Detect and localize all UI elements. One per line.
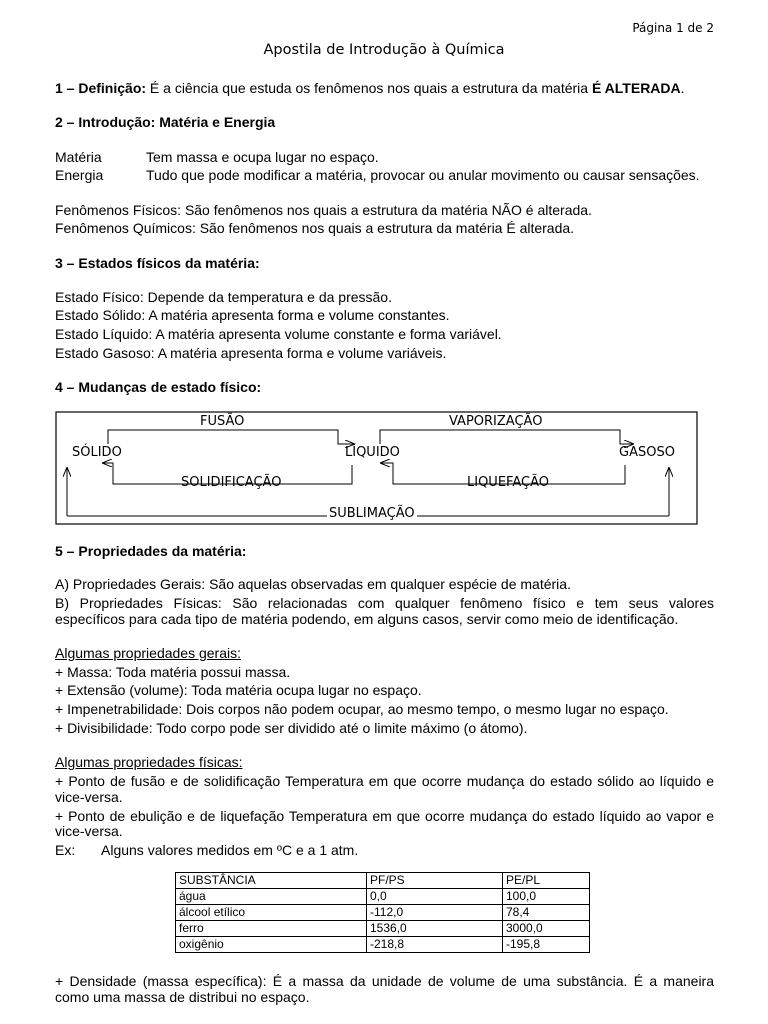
estado-fisico: Estado Físico: Depende da temperatura e da pressão. (55, 289, 392, 305)
table-cell: -218,8 (367, 937, 503, 953)
ponto-fusao-2: vice-versa. (55, 789, 123, 805)
definition-end: . (680, 80, 685, 96)
label-gasoso: GASOSO (619, 445, 675, 460)
table-cell: 78,4 (503, 905, 590, 921)
label-sublimacao: SUBLIMAÇÃO (329, 506, 415, 521)
section-5-heading: 5 – Propriedades da matéria: (55, 543, 247, 559)
table-cell: água (176, 889, 367, 905)
prop-extensao: + Extensão (volume): Toda matéria ocupa lugar no espaço. (55, 682, 422, 698)
densidade-1: + Densidade (massa específica): É a massa da unidade de volume de uma substância. É a maneira (55, 973, 714, 989)
table-cell: 3000,0 (503, 921, 590, 937)
estado-liquido: Estado Líquido: A matéria apresenta volume constante e forma variável. (55, 326, 502, 342)
fenomenos-quimicos: Fenômenos Químicos: São fenômenos nos quais a estrutura da matéria É alterada. (55, 220, 575, 236)
fisicas-title: Algumas propriedades físicas: (55, 754, 243, 770)
prop-divisibilidade: + Divisibilidade: Todo corpo pode ser dividido até o limite máximo (o átomo). (55, 720, 528, 736)
properties-table (175, 872, 590, 953)
table-header: SUBSTÂNCIA (176, 873, 367, 889)
fenomenos-fisicos: Fenômenos Físicos: São fenômenos nos quais a estrutura da matéria NÃO é alterada. (55, 202, 592, 218)
table-row (176, 921, 590, 937)
table-cell: álcool etílico (176, 905, 367, 921)
table-header: PF/PS (367, 873, 503, 889)
section-3-heading: 3 – Estados físicos da matéria: (55, 255, 260, 271)
definition-line (55, 80, 685, 97)
term-energia: Energia (55, 167, 104, 183)
propriedades-gerais-def: A) Propriedades Gerais: São aquelas observadas em qualquer espécie de matéria. (55, 576, 571, 592)
desc-materia: Tem massa e ocupa lugar no espaço. (146, 149, 379, 165)
table-cell: 100,0 (503, 889, 590, 905)
ponto-ebulicao-2: vice-versa. (55, 823, 123, 839)
label-liquefacao: LIQUEFAÇÃO (467, 475, 549, 490)
term-materia: Matéria (55, 149, 102, 165)
table-cell: ferro (176, 921, 367, 937)
page-number: Página 1 de 2 (632, 21, 714, 35)
gerais-title: Algumas propriedades gerais: (55, 645, 241, 661)
prop-impenetrabilidade: + Impenetrabilidade: Dois corpos não podem ocupar, ao mesmo tempo, o mesmo lugar no espaço. (55, 701, 669, 717)
definition-emphasis: É ALTERADA (591, 80, 681, 96)
label-liquido: LÍQUIDO (345, 445, 400, 460)
fusao-arrow (108, 430, 354, 444)
label-fusao: FUSÃO (200, 414, 245, 429)
definition-text: É a ciência que estuda os fenômenos nos quais a estrutura da matéria (146, 80, 592, 96)
ponto-ebulicao-1: + Ponto de ebulição e de liquefação Temperatura em que ocorre mudança do estado líquido ao vapor e (55, 808, 714, 824)
diagram-frame (56, 412, 697, 524)
section-1-heading: 1 – Definição: (55, 80, 147, 96)
table-cell: oxigênio (176, 937, 367, 953)
liquefacao-arrow (381, 463, 625, 484)
table-cell: -112,0 (367, 905, 503, 921)
desc-energia: Tudo que pode modificar a matéria, provocar ou anular movimento ou causar sensações. (146, 167, 700, 183)
document-title: Apostila de Introdução à Química (263, 42, 505, 58)
example-text: Alguns valores medidos em ºC e a 1 atm. (101, 842, 359, 858)
propriedades-fisicas-def-1: B) Propriedades Físicas: São relacionadas com qualquer fenômeno físico e tem seus valores (55, 595, 714, 611)
table-cell: 1536,0 (367, 921, 503, 937)
table-row (176, 937, 590, 953)
section-2-heading: 2 – Introdução: Matéria e Energia (55, 114, 276, 130)
vaporizacao-arrow (380, 430, 633, 444)
propriedades-fisicas-def-2: específicos para cada tipo de matéria podendo, em alguns casos, servir como meio de identificação. (55, 611, 679, 627)
prop-massa: + Massa: Toda matéria possui massa. (55, 664, 291, 680)
table-header: PE/PL (503, 873, 590, 889)
estado-solido: Estado Sólido: A matéria apresenta forma e volume constantes. (55, 307, 450, 323)
table-row (176, 905, 590, 921)
table-header-row (176, 873, 590, 889)
ponto-fusao-1: + Ponto de fusão e de solidificação Temperatura em que ocorre mudança do estado sólido ao líquido e (55, 773, 714, 789)
example-label: Ex: (55, 842, 76, 858)
label-vaporizacao: VAPORIZAÇÃO (449, 414, 543, 429)
table-cell: -195,8 (503, 937, 590, 953)
table-cell: 0,0 (367, 889, 503, 905)
label-solidificacao: SOLIDIFICAÇÃO (181, 475, 282, 490)
estado-gasoso: Estado Gasoso: A matéria apresenta forma e volume variáveis. (55, 345, 447, 361)
label-solido: SÓLIDO (72, 445, 122, 460)
table-row (176, 889, 590, 905)
solidificacao-arrow (103, 463, 352, 484)
section-4-heading: 4 – Mudanças de estado físico: (55, 379, 262, 395)
densidade-2: como uma massa de distribui no espaço. (55, 989, 310, 1005)
